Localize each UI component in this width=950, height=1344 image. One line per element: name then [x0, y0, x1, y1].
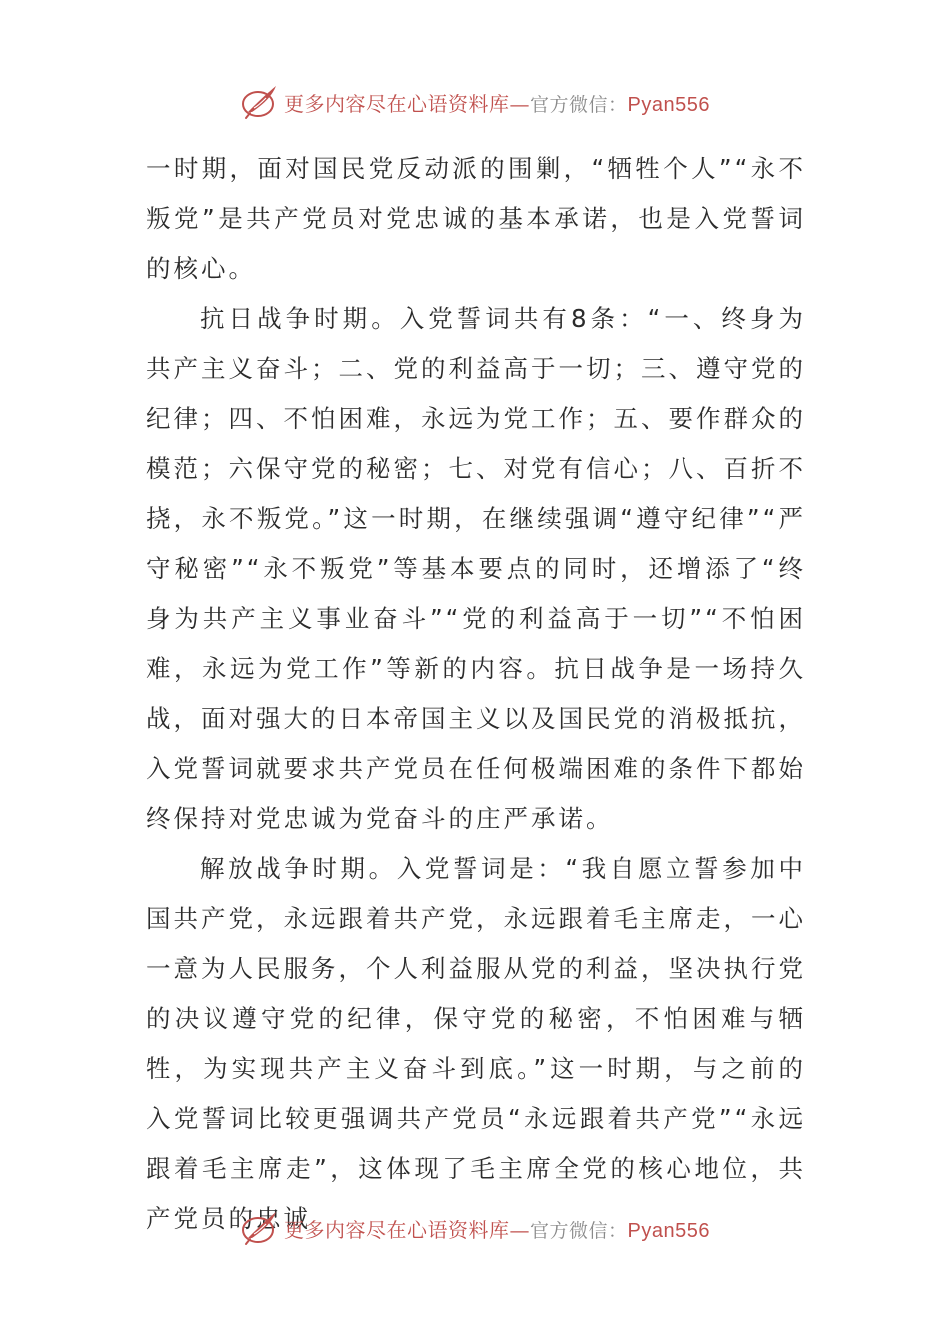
header-banner-wechat-id: Pyan556 [627, 93, 710, 116]
footer-banner-text [284, 1214, 710, 1243]
header-banner-wechat-label: 官方微信： [530, 93, 628, 116]
body-text [146, 144, 806, 1244]
header-banner-text [284, 88, 710, 117]
footer-banner-dash: — [509, 1217, 530, 1242]
quill-pen-logo-icon [240, 82, 280, 122]
footer-banner-wechat-id: Pyan556 [627, 1219, 710, 1242]
footer-banner [0, 1206, 950, 1250]
paragraph-2: 抗日战争时期。入党誓词共有8条：“一、终身为共产主义奋斗；二、党的利益高于一切；三、遵守党的纪律；四、不怕困难，永远为党工作；五、要作群众的模范；六保守党的秘密；七、对党有信心；八、百折不挠，永不叛党。”这一时期，在继续强调“遵守纪律”“严守秘密”“永不叛党”等基本要点的同时，还增添了“终身为共产主义事业奋斗”“党的利益高于一切”“不怕困难，永远为党工作”等新的内容。抗日战争是一场持久战，面对强大的日本帝国主义以及国民党的消极抵抗，入党誓词就要求共产党员在任何极端困难的条件下都始终保持对党忠诚为党奋斗的庄严承诺。 [146, 304, 806, 833]
header-banner-title: 更多内容尽在心语资料库 [284, 91, 510, 116]
header-banner [0, 80, 950, 124]
paragraph-3: 解放战争时期。入党誓词是：“我自愿立誓参加中国共产党，永远跟着共产党，永远跟着毛主席走，一心一意为人民服务，个人利益服从党的利益，坚决执行党的决议遵守党的纪律，保守党的秘密，不怕困难与牺牲，为实现共产主义奋斗到底。”这一时期，与之前的入党誓词比较更强调共产党员“永远跟着共产党”“永远跟着毛主席走”，这体现了毛主席全党的核心地位，共产党员的忠诚 [146, 854, 806, 1233]
quill-pen-logo-icon [240, 1208, 280, 1248]
header-banner-dash: — [509, 91, 530, 116]
footer-banner-wechat-label: 官方微信： [530, 1219, 628, 1242]
paragraph-1: 一时期，面对国民党反动派的围剿，“牺牲个人”“永不叛党”是共产党员对党忠诚的基本承诺，也是入党誓词的核心。 [146, 154, 806, 283]
footer-banner-title: 更多内容尽在心语资料库 [284, 1217, 510, 1242]
